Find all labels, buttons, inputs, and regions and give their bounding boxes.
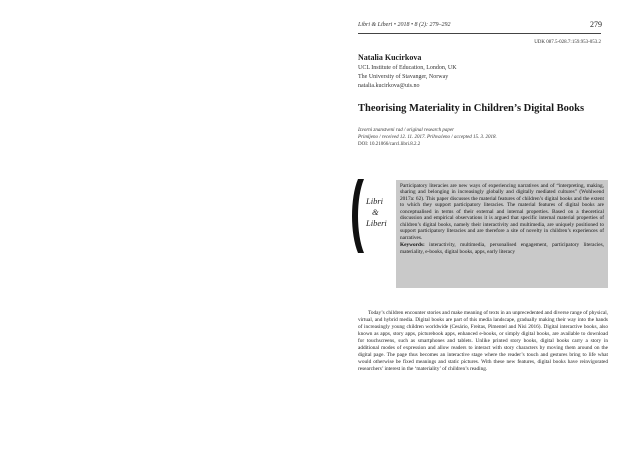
- page-number: 279: [590, 20, 602, 29]
- logo-text-libri: Libri: [366, 196, 384, 206]
- header-rule: [358, 33, 601, 34]
- author-affiliation: UCL Institute of Education, London, UK: [358, 65, 457, 71]
- author-name: Natalia Kucirkova: [358, 53, 422, 62]
- logo-text-liberi: Liberi: [366, 218, 387, 228]
- article-type: Izvorni znanstveni rad / original research paper: [358, 128, 455, 133]
- logo-text-ampersand: &: [372, 207, 379, 217]
- abstract-box: [396, 180, 608, 288]
- body-paragraph: Today’s children encounter stories and make meaning of texts in an unprecedented and diverse range of physical, virtual, and hybrid media. Digital books are part of this media landscape, gradually making their way into the hands of increasingly young children worldwide (Cesário, Freitas, Pimentel and Nisi 2016). Digital interactive books, also known as apps, story apps, picturebook apps, enhanced e-books, or simply digital books, are available to download for touchscreens, such as smartphones and tablets. Unlike printed story books, digital books carry a story in additional modes of expression and allow readers to interact with story characters by moving them around on the digital page. The page thus becomes an interactive stage where the reader’s touch and gestures bring to life what would otherwise be fixed meanings and static pictures. With these new features, digital books have reinvigorated researchers’ interest in the ‘materiality’ of children’s reading.: [358, 310, 608, 372]
- abstract-text: Participatory literacies are new ways of experiencing narratives and of “interpreting, making, sharing and belonging in increasingly globally and digitally mediated cultures” (Wohlwend 2017a: 62). This paper discusses the material features of children’s digital books and the extent to which they support participatory literacies. The material features of digital books are conceptualised in terms of their external and internal properties. Based on a theoretical discussion and empirical observations it is argued that specific internal material properties of children’s digital books, namely their interactivity and multimedia, are uniquely positioned to support participatory literacies and are therefore a site of novelty in children’s experiences of narratives.: [400, 183, 604, 241]
- keywords-list: interactivity, multimedia, personalised engagement, participatory literacies, materiality, e-books, digital books, apps, early literacy: [400, 242, 604, 255]
- keywords-label: Keywords:: [400, 242, 425, 249]
- article-title: Theorising Materiality in Children’s Digital Books: [358, 103, 585, 114]
- keywords: [400, 242, 604, 255]
- author-email: natalia.kucirkova@uis.no: [358, 83, 420, 89]
- running-head: Libri & Liberi • 2018 • 8 (2): 279–292: [358, 22, 451, 28]
- article-doi: DOI: 10.21066/carcl.libri.8.2.2: [358, 142, 421, 147]
- logo-bar: [352, 179, 364, 253]
- journal-logo: [350, 176, 396, 256]
- udk-code: UDK 087.5-028.7:159.953-053.2: [534, 40, 601, 45]
- article-dates: Primljeno / received 12. 11. 2017. Prihvaćeno / accepted 15. 3. 2018.: [358, 135, 497, 140]
- author-affiliation: The University of Stavanger, Norway: [358, 74, 449, 80]
